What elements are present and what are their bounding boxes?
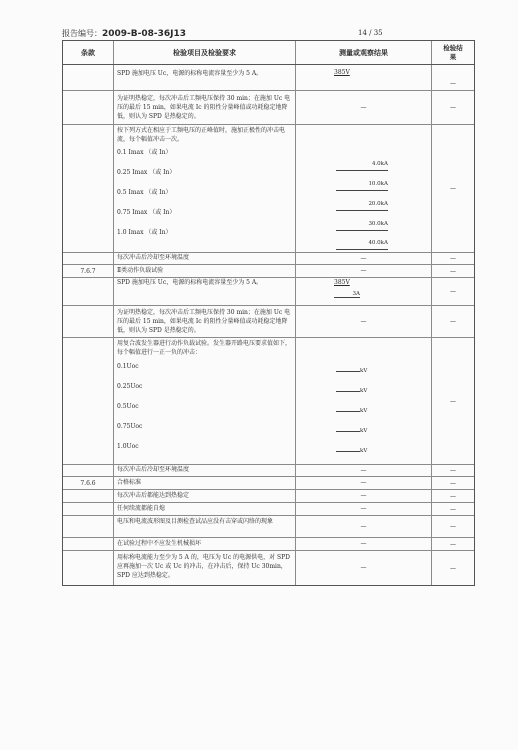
clause-cell: [63, 338, 114, 464]
table-row: [63, 465, 474, 477]
item-cell: [114, 125, 296, 252]
table-row: [63, 477, 474, 490]
verdict-cell: [432, 551, 474, 585]
voltage-unit: kV: [360, 368, 368, 374]
table-row: [63, 516, 474, 538]
item-cell: [114, 503, 296, 515]
verdict-dash: —: [450, 185, 456, 192]
observation-cell: [296, 125, 432, 252]
clause-cell: [63, 253, 114, 264]
measured-current: [336, 161, 388, 171]
observation-dash: —: [360, 318, 367, 325]
observation-dash: —: [360, 104, 367, 111]
table-header-row: [63, 41, 474, 65]
item-text: 为证明热稳定，每次冲击后工频电压保持 30 min；在施加 Uc 电压的最后 15 min，如果电流 Ic 的阻性分量峰值或功耗稳定地降低，则认为 SPD 是热稳定的。: [117, 309, 291, 334]
item-text: 任何续流都能自熄: [117, 505, 166, 512]
measured-current-value: 40.0kA: [336, 240, 388, 250]
item-cell: [114, 253, 296, 264]
table-row: [63, 306, 474, 338]
observation-dash: —: [360, 467, 367, 474]
verdict-dash: —: [450, 288, 456, 295]
table-row: [63, 503, 474, 516]
item-text: 用标称电流能力至少为 5 A 的，电压为 Uc 的电源供电，对 SPD 应再施加一次 Uc 或 Uc 的冲击，在冲击后，保持 Uc 30min，SPD 应达到热稳定。: [117, 554, 290, 579]
report-number-label: 报告编号：: [62, 29, 102, 38]
observation-cell: [296, 338, 432, 464]
table-row: [63, 490, 474, 503]
observation-dash: —: [360, 492, 367, 500]
measured-current-value: 20.0kA: [336, 201, 388, 211]
measured-current: [336, 221, 388, 231]
item-cell: [114, 465, 296, 476]
observation-dash: —: [360, 255, 367, 262]
table-row: [63, 278, 474, 306]
item-cell: [114, 477, 296, 489]
inspection-table: [62, 40, 475, 586]
page-number: 14 / 35: [358, 29, 383, 37]
verdict-dash: —: [450, 479, 456, 487]
list-item: 0.75Uoc: [117, 423, 143, 430]
verdict-dash: —: [450, 255, 456, 262]
col-header-observation: 测量或观察结果: [296, 41, 432, 64]
current-level-list: [117, 148, 292, 248]
item-text: 为证明热稳定，每次冲击后工频电压保持 30 min；在施加 Uc 电压的最后 15 min，如果电流 Ic 的阻性分量峰值或功耗稳定地降低，则认为 SPD 是热稳定的。: [117, 95, 291, 120]
item-cell: [114, 91, 296, 124]
observation-dash: —: [360, 523, 367, 530]
voltage-blank: [336, 428, 378, 434]
verdict-cell: [432, 265, 474, 277]
item-text: 电压和电流波形图及目测检查试品应没有击穿或闪络的现象: [117, 518, 274, 525]
list-item: 0.25 Imax （或 In）: [117, 169, 176, 176]
table-row: [63, 338, 474, 465]
item-cell: [114, 265, 296, 277]
item-text: 每次冲击后冷却至环境温度: [117, 466, 190, 473]
observation-cell: [296, 538, 432, 550]
verdict-cell: [432, 278, 474, 305]
item-cell: [114, 538, 296, 550]
item-text: 每次冲击后都能达到热稳定: [117, 492, 190, 499]
observation-cell: [296, 465, 432, 476]
observation-value: 385V: [334, 279, 350, 286]
clause-cell: [63, 65, 114, 90]
verdict-cell: [432, 516, 474, 537]
item-cell: [114, 338, 296, 464]
table-row: [63, 551, 474, 586]
voltage-blank: [336, 448, 378, 454]
clause-cell: [63, 278, 114, 305]
observation-cell: [296, 65, 432, 90]
observation-cell: [296, 265, 432, 277]
clause-cell: [63, 465, 114, 476]
item-cell: [114, 306, 296, 337]
item-text: 在试验过程中不应发生机械损坏: [117, 540, 202, 547]
measured-current: [336, 201, 388, 211]
clause-cell: 7.6.7: [63, 265, 114, 277]
observation-dash: —: [360, 479, 367, 487]
clause-cell: [63, 538, 114, 550]
observation-cell: [296, 306, 432, 337]
item-cell: [114, 65, 296, 90]
col-header-verdict: [432, 41, 474, 64]
list-item: 0.1 Imax （或 In）: [117, 149, 172, 156]
observation-value: 385V: [334, 69, 350, 76]
voltage-blank: [336, 408, 378, 414]
item-cell: [114, 551, 296, 585]
clause-cell: [63, 490, 114, 502]
list-item: 1.0Uoc: [117, 443, 139, 450]
clause-cell: [63, 503, 114, 515]
verdict-dash: —: [450, 564, 456, 572]
item-text: 用复合波发生器进行动作负载试验。发生器开路电压要求值如下，每个幅值进行一正一负的冲击：: [117, 340, 292, 356]
voltage-unit: kV: [360, 428, 368, 434]
item-text: 按下列方式在相应于工频电压的正峰值时，施加正极性的冲击电流，每个幅值冲击一次。: [117, 127, 286, 143]
clause-cell: [63, 516, 114, 537]
observation-dash: —: [360, 540, 367, 548]
measured-current-value: 4.0kA: [336, 161, 388, 171]
verdict-cell: [432, 253, 474, 264]
verdict-cell: [432, 465, 474, 476]
verdict-cell: [432, 91, 474, 124]
verdict-dash: —: [450, 492, 456, 500]
table-row: [63, 253, 474, 265]
item-cell: [114, 278, 296, 305]
clause-cell: [63, 91, 114, 124]
verdict-dash: —: [450, 540, 456, 548]
voltage-blank: [336, 368, 378, 374]
verdict-dash: —: [450, 397, 456, 405]
measured-current: [336, 240, 388, 250]
observation-cell: [296, 490, 432, 502]
item-text: 每次冲击后冷却至环境温度: [117, 254, 190, 261]
observation-cell: [296, 503, 432, 515]
verdict-dash: —: [450, 80, 456, 87]
verdict-dash: —: [450, 267, 456, 275]
item-text: Ⅱ类动作负载试验: [117, 267, 164, 274]
list-item: 0.25Uoc: [117, 383, 143, 390]
clause-cell: 7.6.6: [63, 477, 114, 489]
verdict-cell: [432, 338, 474, 464]
col-header-clause: 条款: [63, 41, 114, 64]
verdict-cell: [432, 477, 474, 489]
observation-value: [334, 291, 360, 298]
observation-dash: —: [360, 505, 367, 513]
verdict-cell: [432, 306, 474, 337]
verdict-dash: —: [450, 505, 456, 513]
verdict-cell: [432, 503, 474, 515]
voltage-blank: [336, 388, 378, 394]
item-cell: [114, 516, 296, 537]
verdict-cell: [432, 490, 474, 502]
table-row: [63, 538, 474, 551]
verdict-dash: —: [450, 467, 456, 474]
measured-current-value: 10.0kA: [336, 181, 388, 191]
page-header: [62, 28, 458, 40]
observation-cell: [296, 278, 432, 305]
list-item: 0.5Uoc: [117, 403, 139, 410]
observation-cell: [296, 91, 432, 124]
col-header-verdict-text: 检验结果: [443, 43, 463, 61]
observation-dash: —: [360, 564, 367, 572]
table-row: [63, 65, 474, 91]
verdict-dash: —: [450, 104, 456, 111]
voltage-unit: kV: [360, 388, 368, 394]
clause-cell: [63, 125, 114, 252]
observation-dash: —: [360, 267, 367, 275]
item-text: 合格标准: [117, 479, 142, 486]
verdict-dash: —: [450, 523, 456, 530]
item-cell: [114, 490, 296, 502]
observation-cell: [296, 516, 432, 537]
table-row: [63, 125, 474, 253]
voltage-unit: kV: [360, 448, 368, 454]
col-header-item: 检验项目及检验要求: [114, 41, 296, 64]
observation-cell: [296, 253, 432, 264]
observation-value-text: 3A: [352, 291, 360, 297]
observation-cell: [296, 477, 432, 489]
report-number: [62, 28, 186, 39]
item-text: SPD 施加电压 Uc，电源的标称电流容量至少为 5 A。: [117, 70, 263, 77]
verdict-cell: [432, 125, 474, 252]
verdict-cell: [432, 65, 474, 90]
list-item: 0.5 Imax （或 In）: [117, 189, 172, 196]
verdict-cell: [432, 538, 474, 550]
voltage-level-list: [117, 362, 292, 462]
measured-current-value: 30.0kA: [336, 221, 388, 231]
list-item: 0.1Uoc: [117, 363, 139, 370]
table-row: [63, 91, 474, 125]
item-text: SPD 施加电压 Uc，电源的标称电流容量至少为 5 A。: [117, 279, 263, 286]
voltage-unit: kV: [360, 408, 368, 414]
list-item: 0.75 Imax （或 In）: [117, 209, 176, 216]
measured-current: [336, 181, 388, 191]
table-row: [63, 265, 474, 278]
observation-cell: [296, 551, 432, 585]
list-item: 1.0 Imax （或 In）: [117, 229, 172, 236]
report-number-value: 2009-B-08-36J13: [102, 29, 187, 39]
clause-cell: [63, 551, 114, 585]
verdict-dash: —: [450, 318, 456, 325]
clause-cell: [63, 306, 114, 337]
